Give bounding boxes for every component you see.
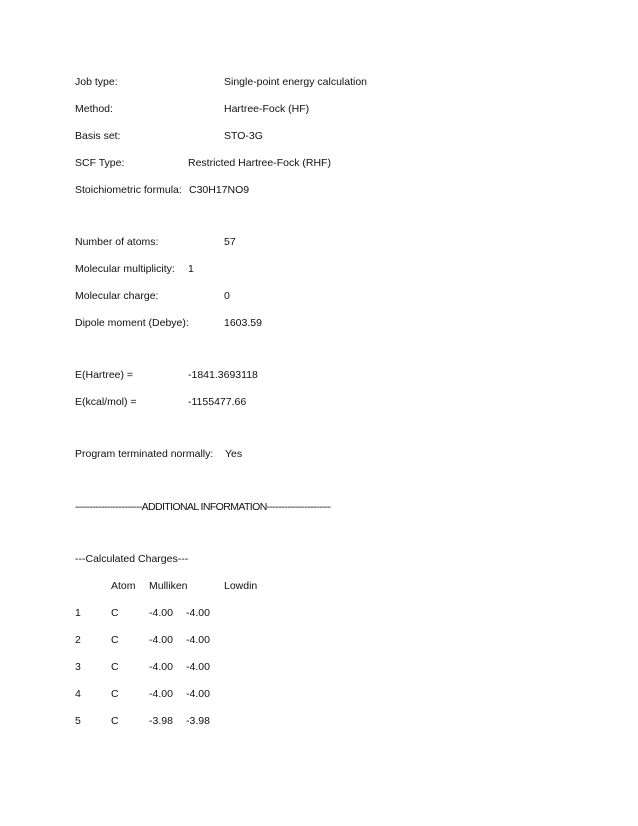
row-mulliken: -4.00 [149,661,173,673]
row-index: 2 [75,634,81,646]
terminated-label: Program terminated normally: [75,448,214,460]
row-index: 3 [75,661,81,673]
basis-set-value: STO-3G [224,130,263,142]
row-mulliken: -4.00 [149,688,173,700]
formula-label: Stoichiometric formula: [75,184,182,196]
formula-value: C30H17NO9 [189,184,250,196]
row-mulliken: -3.98 [149,715,173,727]
row-lowdin: -4.00 [186,607,210,619]
job-type-value: Single-point energy calculation [224,76,368,88]
charge-value: 0 [224,290,230,302]
row-atom: C [111,634,119,646]
basis-set-label: Basis set: [75,130,121,142]
scf-type-label: SCF Type: [75,157,125,169]
multiplicity-label: Molecular multiplicity: [75,263,175,275]
row-atom: C [111,688,119,700]
charges-header-mulliken: Mulliken [149,580,188,592]
additional-info-banner: -----------------------ADDITIONAL INFORMATION---------------------- [75,501,331,513]
row-lowdin: -3.98 [186,715,210,727]
row-mulliken: -4.00 [149,634,173,646]
row-index: 1 [75,607,81,619]
atoms-value: 57 [224,236,236,248]
method-value: Hartree-Fock (HF) [224,103,310,115]
row-lowdin: -4.00 [186,661,210,673]
dipole-value: 1603.59 [224,317,262,329]
row-lowdin: -4.00 [186,688,210,700]
row-index: 4 [75,688,81,700]
scf-type-value: Restricted Hartree-Fock (RHF) [188,157,331,169]
row-atom: C [111,715,119,727]
hartree-value: -1841.3693118 [188,369,258,381]
multiplicity-value: 1 [188,263,194,275]
kcal-label: E(kcal/mol) = [75,396,137,408]
charges-header-lowdin: Lowdin [224,580,258,592]
dipole-label: Dipole moment (Debye): [75,317,189,329]
row-lowdin: -4.00 [186,634,210,646]
hartree-label: E(Hartree) = [75,369,134,381]
charges-section-title: ---Calculated Charges--- [75,553,189,565]
kcal-value: -1155477.66 [188,396,247,408]
row-mulliken: -4.00 [149,607,173,619]
atoms-label: Number of atoms: [75,236,159,248]
job-type-label: Job type: [75,76,118,88]
charges-header-atom: Atom [111,580,136,592]
charge-label: Molecular charge: [75,290,159,302]
terminated-value: Yes [225,448,243,460]
row-atom: C [111,661,119,673]
method-label: Method: [75,103,113,115]
row-atom: C [111,607,119,619]
row-index: 5 [75,715,81,727]
